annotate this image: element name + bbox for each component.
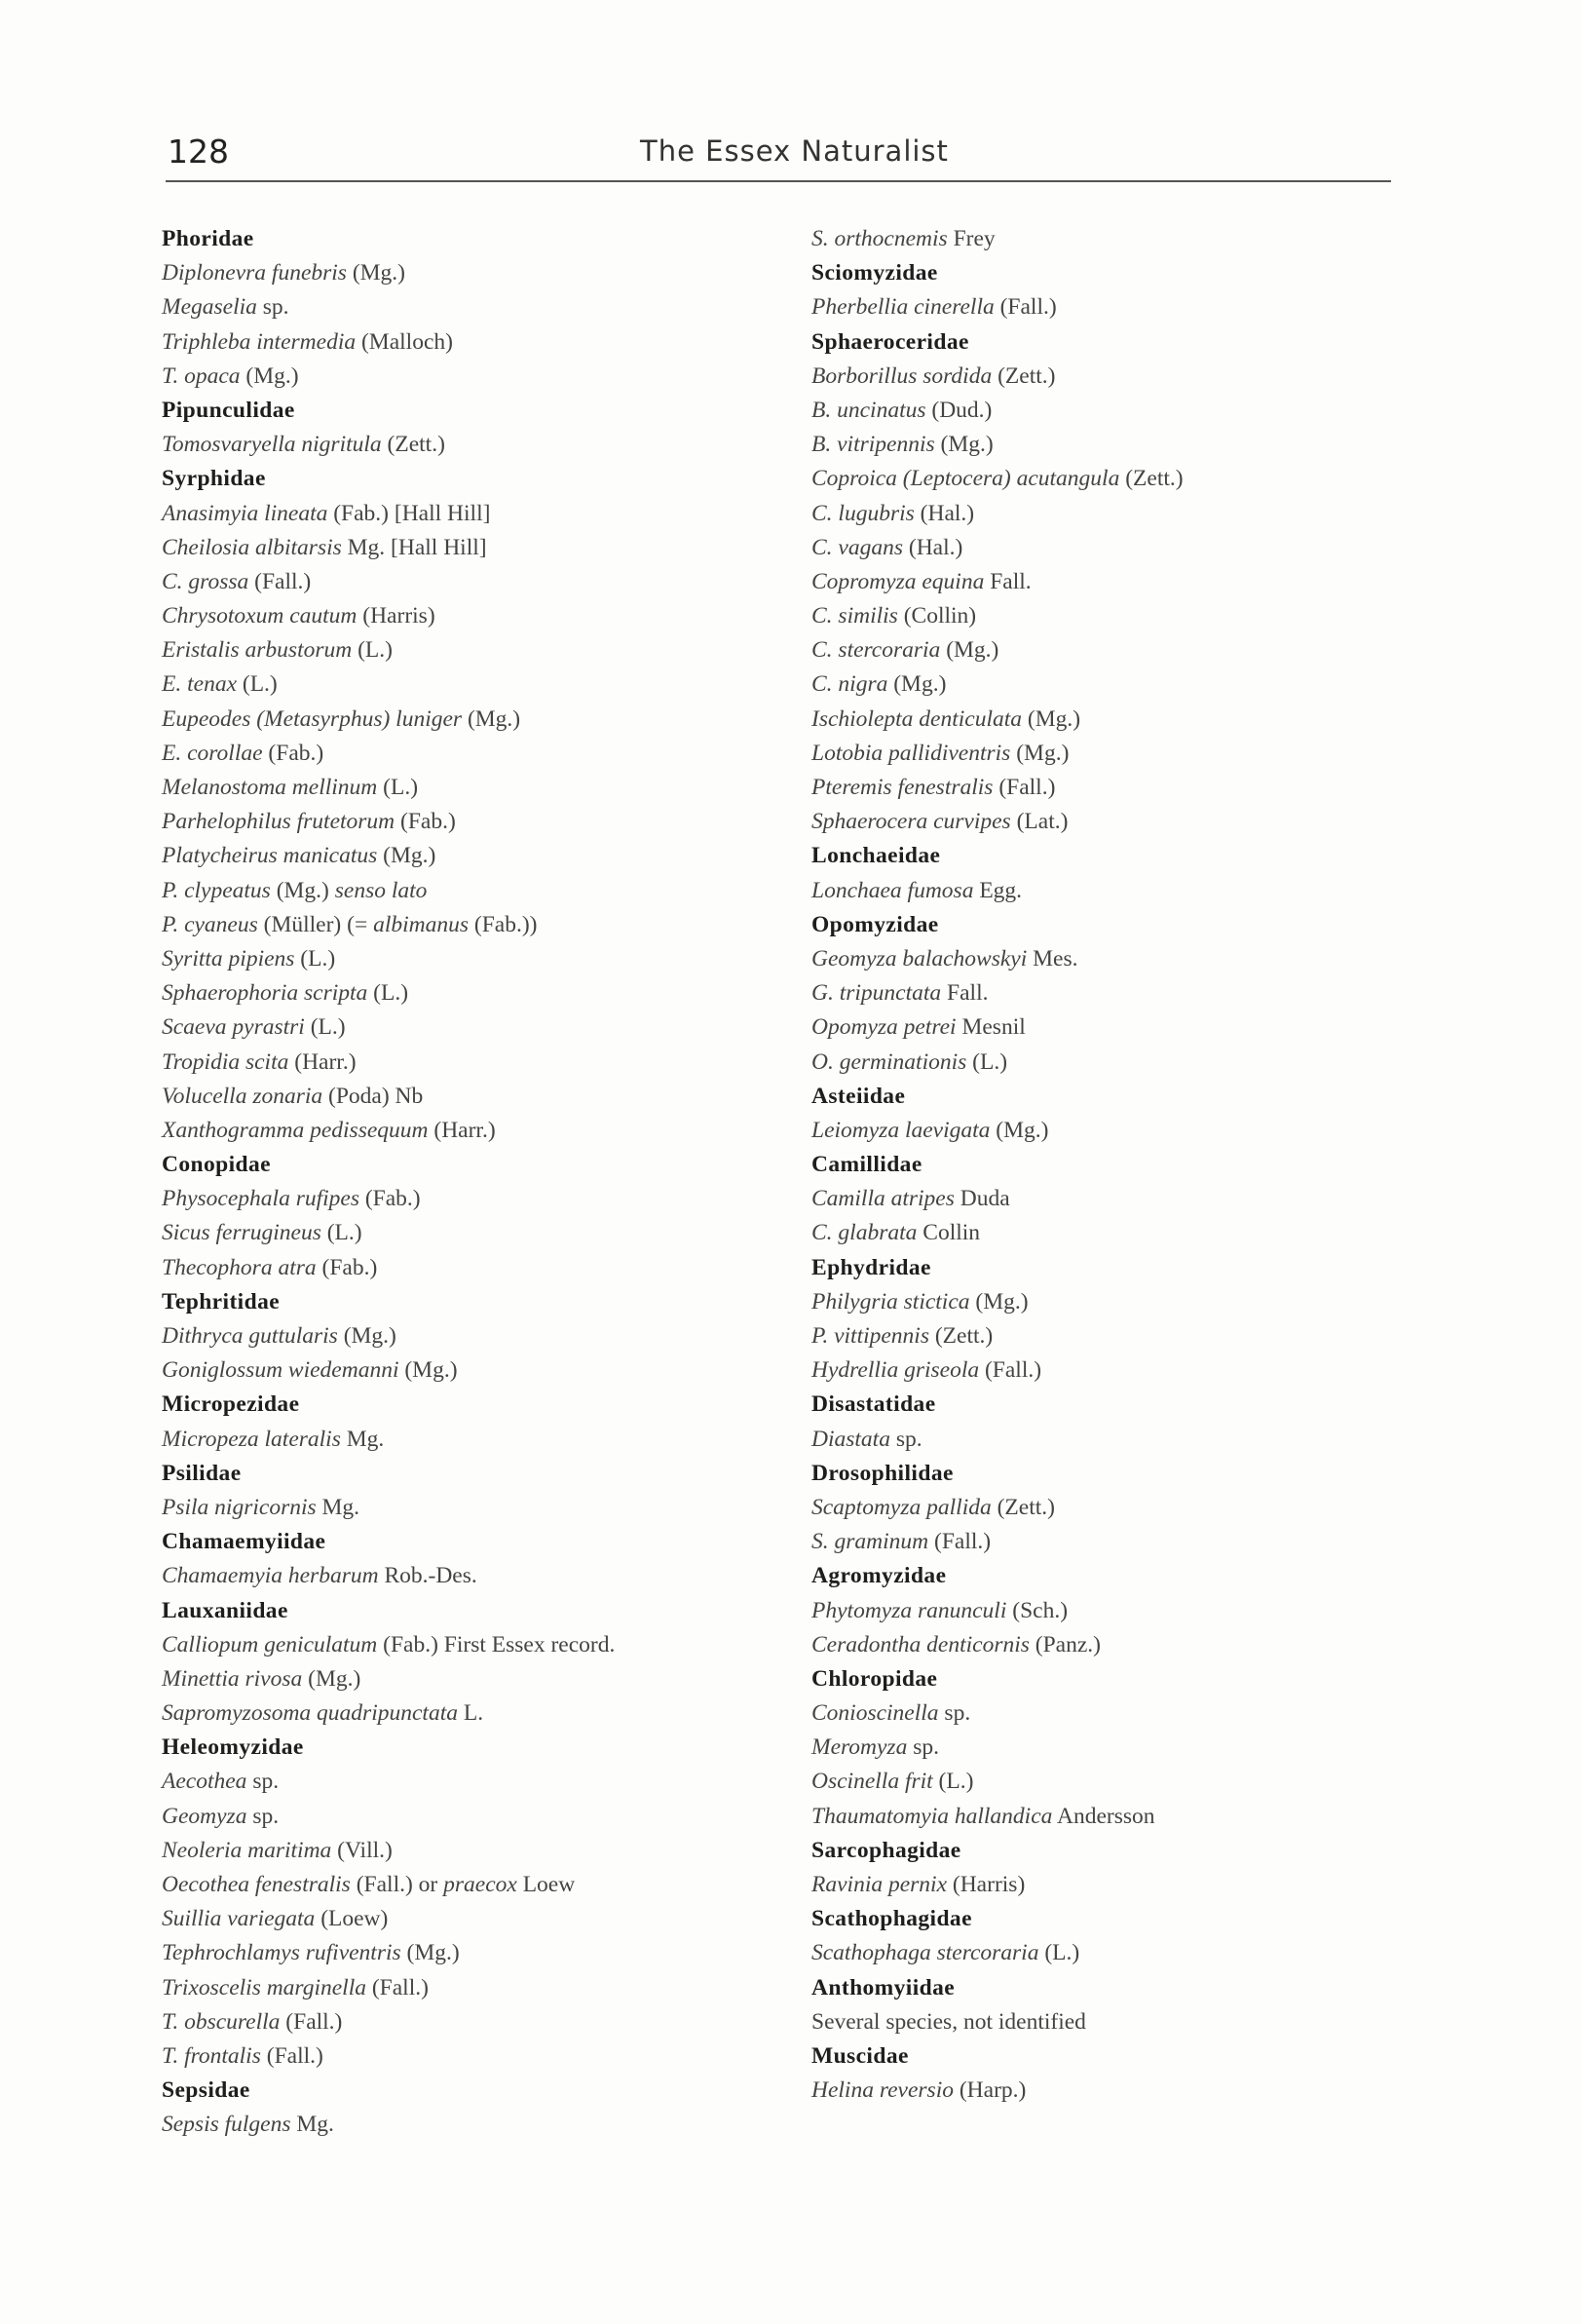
species-name: Eristalis arbustorum xyxy=(162,637,353,664)
species-name: C. lugubris xyxy=(811,500,915,526)
species-entry xyxy=(811,290,1396,324)
species-name: C. vagans xyxy=(811,534,903,560)
species-name: T. obscurella xyxy=(162,2008,281,2035)
species-name: Hydrellia griseola xyxy=(811,1357,980,1384)
species-name: Ceradontha denticornis xyxy=(811,1631,1030,1657)
species-entry xyxy=(811,771,1396,805)
species-name: Pherbellia cinerella xyxy=(811,294,995,321)
species-authority: (Poda) Nb xyxy=(322,1083,424,1109)
species-authority: (Zett.) xyxy=(381,432,445,458)
species-authority: (Zett.) xyxy=(992,362,1056,389)
family-heading: Scathophagidae xyxy=(811,1906,972,1932)
species-authority: (Fall.) xyxy=(928,1529,992,1555)
species-name: Tomosvaryella nigritula xyxy=(162,432,382,458)
species-authority: (L.) xyxy=(352,637,393,664)
species-authority: (Sch.) xyxy=(1006,1597,1069,1623)
species-authority: (Mg.) xyxy=(969,1288,1029,1314)
species-name: S. orthocnemis xyxy=(811,226,948,251)
species-entry xyxy=(162,2005,736,2039)
species-entry xyxy=(162,1868,736,1902)
species-authority: (Lat.) xyxy=(1010,809,1069,835)
species-authority: (Malloch) xyxy=(356,328,453,355)
species-entry xyxy=(811,1423,1396,1457)
species-entry xyxy=(162,805,736,839)
species-authority: Duda xyxy=(954,1186,1010,1212)
species-entry xyxy=(162,290,736,324)
species-entry xyxy=(162,1114,736,1148)
species-entry xyxy=(811,428,1396,462)
species-entry xyxy=(162,1971,736,2005)
species-name: Scathophaga stercoraria xyxy=(811,1940,1039,1966)
family-heading: Agromyzidae xyxy=(811,1563,947,1589)
species-name: Thaumatomyia hallandica xyxy=(811,1803,1053,1829)
family-heading: Ephydridae xyxy=(811,1254,931,1280)
species-authority: (L.) xyxy=(237,671,278,698)
species-name: Thecophora atra xyxy=(162,1254,317,1280)
species-authority: sp. xyxy=(889,1426,922,1452)
species-authority: (Fab.) xyxy=(358,1186,421,1212)
species-authority: (L.) xyxy=(932,1769,974,1795)
species-authority: Mg. xyxy=(316,1494,360,1520)
species-entry xyxy=(811,942,1396,976)
species-name: Phytomyza ranunculi xyxy=(811,1597,1007,1623)
species-authority: L. xyxy=(457,1700,484,1727)
species-authority: (L.) xyxy=(966,1048,1008,1075)
species-entry xyxy=(811,1319,1396,1353)
species-entry xyxy=(811,737,1396,771)
species-authority: (Hal.) xyxy=(914,500,975,526)
family-heading: Syrphidae xyxy=(162,466,266,492)
species-name: E. corollae xyxy=(162,740,263,766)
species-authority: Mes. xyxy=(1027,945,1078,972)
species-name: Leiomyza laevigata xyxy=(811,1117,991,1143)
species-name: O. germinationis xyxy=(811,1048,967,1075)
species-name-alt: praecox xyxy=(443,1872,517,1897)
species-entry xyxy=(811,1353,1396,1388)
species-name: C. stercoraria xyxy=(811,637,941,664)
species-entry xyxy=(162,633,736,667)
species-entry xyxy=(811,462,1396,496)
species-name: Geomyza xyxy=(162,1803,247,1829)
species-entry xyxy=(811,633,1396,667)
species-entry xyxy=(811,2074,1396,2108)
species-authority: (Mg.) xyxy=(887,671,947,698)
species-name: Chrysotoxum cautum xyxy=(162,603,358,629)
species-entry xyxy=(162,1182,736,1216)
species-name: C. glabrata xyxy=(811,1220,918,1246)
species-authority: (Müller) (= xyxy=(257,911,374,937)
species-name: Borborillus sordida xyxy=(811,362,993,389)
species-name: Goniglossum wiedemanni xyxy=(162,1357,399,1384)
species-authority: (Fall.) xyxy=(994,294,1057,321)
species-authority: sp. xyxy=(907,1734,939,1761)
species-name: Syritta pipiens xyxy=(162,945,295,972)
species-authority: Egg. xyxy=(973,877,1023,903)
species-name: Sphaerophoria scripta xyxy=(162,980,368,1007)
species-entry xyxy=(162,360,736,394)
species-authority: (Mg.) xyxy=(934,432,994,458)
species-entry xyxy=(811,1628,1396,1662)
species-authority: (Dud.) xyxy=(925,397,993,423)
species-entry xyxy=(162,1251,736,1285)
species-authority: (Harp.) xyxy=(953,2077,1027,2104)
species-name: Physocephala rufipes xyxy=(162,1186,359,1212)
species-authority: (L.) xyxy=(304,1014,346,1041)
species-name: Megaselia xyxy=(162,294,257,321)
species-authority: (Fall.) xyxy=(993,775,1056,800)
species-entry xyxy=(162,1010,736,1045)
species-name: Eupeodes (Metasyrphus) luniger xyxy=(162,705,463,732)
family-heading: Micropezidae xyxy=(162,1391,300,1418)
species-authority: Mesnil xyxy=(956,1014,1026,1041)
species-entry xyxy=(162,942,736,976)
species-name: Tephrochlamys rufiventris xyxy=(162,1940,401,1966)
species-authority: (Fall.) xyxy=(979,1357,1042,1384)
species-name: Lotobia pallidiventris xyxy=(811,740,1011,766)
species-entry xyxy=(811,1525,1396,1559)
species-authority: Fall. xyxy=(984,568,1032,594)
species-entry xyxy=(811,1731,1396,1765)
species-name: Ischiolepta denticulata xyxy=(811,705,1023,732)
species-name: Philygria stictica xyxy=(811,1288,970,1314)
species-authority: (Harris) xyxy=(357,603,435,629)
species-name-alt: senso lato xyxy=(334,877,428,903)
species-entry xyxy=(811,599,1396,633)
family-heading: Drosophilidae xyxy=(811,1460,954,1486)
species-authority: sp. xyxy=(938,1700,971,1727)
species-authority-alt: Loew xyxy=(516,1872,576,1897)
species-authority: (Harris) xyxy=(947,1872,1026,1897)
species-entry xyxy=(811,222,1396,256)
species-name: Pteremis fenestralis xyxy=(811,775,994,800)
species-name: Suillia variegata xyxy=(162,1906,316,1932)
species-authority: (Harr.) xyxy=(288,1048,357,1075)
species-authority: Rob.-Des. xyxy=(378,1563,477,1589)
species-name: Calliopum geniculatum xyxy=(162,1631,378,1657)
species-name: S. graminum xyxy=(811,1529,929,1555)
species-entry xyxy=(811,1696,1396,1731)
species-name: Helina reversio xyxy=(811,2077,954,2104)
species-entry xyxy=(162,256,736,290)
species-name: Oscinella frit xyxy=(811,1769,933,1795)
family-heading: Disastatidae xyxy=(811,1391,936,1418)
family-heading: Lonchaeidae xyxy=(811,843,941,869)
species-name: Parhelophilus frutetorum xyxy=(162,809,395,835)
species-name: Tropidia scita xyxy=(162,1048,289,1075)
species-name: Meromyza xyxy=(811,1734,908,1761)
page-number: 128 xyxy=(168,133,229,171)
species-authority: (Mg.) xyxy=(398,1357,458,1384)
species-name: P. clypeatus xyxy=(162,877,271,903)
species-name: B. uncinatus xyxy=(811,397,926,423)
species-name: P. cyaneus xyxy=(162,911,258,937)
species-authority: sp. xyxy=(246,1769,280,1795)
species-entry xyxy=(162,325,736,360)
species-entry xyxy=(811,1868,1396,1902)
species-entry xyxy=(162,737,736,771)
species-entry xyxy=(162,1353,736,1388)
species-name: C. nigra xyxy=(811,671,888,698)
species-name: E. tenax xyxy=(162,671,237,698)
family-heading: Chloropidae xyxy=(811,1665,938,1692)
species-authority: (Fall.) xyxy=(280,2008,343,2035)
family-heading: Anthomyiidae xyxy=(811,1974,956,2000)
species-entry xyxy=(811,531,1396,565)
species-entry xyxy=(162,1696,736,1731)
species-entry xyxy=(811,1491,1396,1525)
species-name: Platycheirus manicatus xyxy=(162,843,378,869)
species-name: Copromyza equina xyxy=(811,568,985,594)
species-entry xyxy=(811,1182,1396,1216)
species-authority: (Fall.) xyxy=(260,2042,323,2069)
species-entry xyxy=(811,1114,1396,1148)
species-entry xyxy=(162,703,736,737)
species-name: Volucella zonaria xyxy=(162,1083,323,1109)
species-authority: (Harr.) xyxy=(428,1117,496,1143)
species-entry xyxy=(811,1010,1396,1045)
species-authority: (Fall.) or xyxy=(350,1872,444,1897)
header-rule xyxy=(166,180,1391,182)
species-entry xyxy=(811,805,1396,839)
species-name: Opomyza petrei xyxy=(811,1014,957,1041)
species-entry xyxy=(162,1491,736,1525)
species-entry xyxy=(811,1765,1396,1799)
species-name: Anasimyia lineata xyxy=(162,500,328,526)
species-authority: (Mg.) xyxy=(240,362,299,389)
species-authority: (Mg.) xyxy=(377,843,436,869)
family-heading: Sepsidae xyxy=(162,2077,250,2104)
species-entry xyxy=(162,1216,736,1250)
family-heading: Sarcophagidae xyxy=(811,1837,961,1863)
species-authority: (L.) xyxy=(1038,1940,1080,1966)
family-heading: Pipunculidae xyxy=(162,397,295,423)
species-entry xyxy=(162,531,736,565)
species-name: G. tripunctata xyxy=(811,980,942,1007)
species-name: Camilla atripes xyxy=(811,1186,955,1212)
species-name: P. vittipennis xyxy=(811,1323,929,1349)
species-authority: (Fab.) First Essex record. xyxy=(377,1631,616,1657)
species-entry xyxy=(162,1834,736,1868)
species-name: Sphaerocera curvipes xyxy=(811,809,1011,835)
species-name: Scaptomyza pallida xyxy=(811,1494,992,1520)
species-entry xyxy=(162,771,736,805)
species-name: Diastata xyxy=(811,1426,890,1452)
species-entry xyxy=(162,599,736,633)
species-name: Coproica (Leptocera) acutangula xyxy=(811,466,1120,492)
species-authority: sp. xyxy=(246,1803,280,1829)
species-entry xyxy=(162,908,736,942)
species-entry xyxy=(162,1902,736,1936)
species-name: Xanthogramma pedissequum xyxy=(162,1117,429,1143)
family-heading: Conopidae xyxy=(162,1152,271,1178)
species-name: T. opaca xyxy=(162,362,241,389)
family-heading: Psilidae xyxy=(162,1460,242,1486)
species-name: Minettia rivosa xyxy=(162,1665,303,1692)
species-authority: (Mg.) xyxy=(302,1665,361,1692)
species-authority: (Mg.) xyxy=(462,705,521,732)
species-entry xyxy=(162,1423,736,1457)
species-entry xyxy=(162,2039,736,2074)
species-name: Triphleba intermedia xyxy=(162,328,357,355)
species-authority: (Vill.) xyxy=(331,1837,393,1863)
species-entry xyxy=(811,1800,1396,1834)
species-entry xyxy=(811,497,1396,531)
species-entry xyxy=(162,1936,736,1970)
species-authority: Collin xyxy=(917,1220,981,1246)
species-entry xyxy=(162,497,736,531)
family-heading: Opomyzidae xyxy=(811,911,939,937)
running-title: The Essex Naturalist xyxy=(640,134,949,168)
species-name: Conioscinella xyxy=(811,1700,939,1727)
species-authority: (Zett.) xyxy=(1119,466,1184,492)
species-authority: (Mg.) xyxy=(940,637,999,664)
species-entry xyxy=(162,976,736,1010)
species-name: C. grossa xyxy=(162,568,249,594)
species-name: Sicus ferrugineus xyxy=(162,1220,321,1246)
species-name: Geomyza balachowskyi xyxy=(811,945,1028,972)
species-entry xyxy=(811,1594,1396,1628)
species-authority: (Collin) xyxy=(897,603,977,629)
species-name: B. vitripennis xyxy=(811,432,935,458)
species-name: Melanostoma mellinum xyxy=(162,775,378,800)
family-heading: Sphaeroceridae xyxy=(811,328,969,355)
family-heading: Heleomyzidae xyxy=(162,1734,304,1761)
family-heading: Camillidae xyxy=(811,1152,922,1178)
species-entry xyxy=(811,1216,1396,1250)
species-name-alt: albimanus xyxy=(373,911,470,937)
species-entry xyxy=(811,1046,1396,1080)
species-authority: (L.) xyxy=(294,945,336,972)
species-entry xyxy=(162,839,736,873)
species-authority: (Panz.) xyxy=(1029,1631,1101,1657)
species-authority: Mg. [Hall Hill] xyxy=(341,534,487,560)
family-heading: Muscidae xyxy=(811,2042,909,2069)
species-authority: (Zett.) xyxy=(991,1494,1055,1520)
species-name: Sapromyzosoma quadripunctata xyxy=(162,1700,458,1727)
species-authority: (Mg.) xyxy=(270,877,335,903)
species-authority: Andersson xyxy=(1052,1803,1155,1829)
species-authority: (L.) xyxy=(367,980,409,1007)
note-text: Several species, not identified xyxy=(811,2008,1086,2035)
species-authority: (Fab.) [Hall Hill] xyxy=(327,500,491,526)
species-authority: (Fall.) xyxy=(365,1974,429,2000)
species-entry xyxy=(162,565,736,599)
species-name: Diplonevra funebris xyxy=(162,260,347,286)
species-entry xyxy=(811,394,1396,428)
species-authority: Fall. xyxy=(941,980,989,1007)
species-entry xyxy=(162,874,736,908)
species-entry xyxy=(162,1628,736,1662)
species-entry xyxy=(811,874,1396,908)
species-name: Chamaemyia herbarum xyxy=(162,1563,379,1589)
species-authority: (Mg.) xyxy=(337,1323,396,1349)
species-entry xyxy=(162,1662,736,1696)
species-entry xyxy=(811,1936,1396,1970)
species-authority: (L.) xyxy=(377,775,419,800)
species-entry xyxy=(162,1319,736,1353)
species-authority: (Mg.) xyxy=(1022,705,1081,732)
family-heading: Lauxaniidae xyxy=(162,1597,288,1623)
species-entry xyxy=(162,1559,736,1593)
species-entry xyxy=(811,667,1396,702)
species-authority: (Hal.) xyxy=(903,534,963,560)
species-name: Cheilosia albitarsis xyxy=(162,534,342,560)
species-authority-alt: (Fab.)) xyxy=(469,911,538,937)
species-name: Psila nigricornis xyxy=(162,1494,317,1520)
species-authority: (Fab.) xyxy=(262,740,324,766)
species-authority: (Mg.) xyxy=(346,260,405,286)
family-heading: Tephritidae xyxy=(162,1288,281,1314)
species-authority: (Mg.) xyxy=(1010,740,1070,766)
species-name: Micropeza lateralis xyxy=(162,1426,341,1452)
species-authority: Frey xyxy=(947,226,996,251)
species-name: C. similis xyxy=(811,603,898,629)
species-entry xyxy=(811,703,1396,737)
species-name: Trixoscelis marginella xyxy=(162,1974,366,2000)
family-heading: Phoridae xyxy=(162,226,254,251)
species-name: Neoleria maritima xyxy=(162,1837,332,1863)
species-entry xyxy=(811,360,1396,394)
species-entry xyxy=(162,1080,736,1114)
species-entry xyxy=(162,1800,736,1834)
species-entry xyxy=(162,1046,736,1080)
family-heading: Asteiidae xyxy=(811,1083,906,1109)
species-list-left-column xyxy=(162,222,736,2143)
species-list-right-column xyxy=(811,222,1396,2108)
species-entry xyxy=(162,2108,736,2142)
species-authority: (Loew) xyxy=(315,1906,389,1932)
species-authority: (Mg.) xyxy=(400,1940,460,1966)
species-authority: Mg. xyxy=(290,2112,334,2138)
species-authority: sp. xyxy=(256,294,289,321)
species-entry xyxy=(811,976,1396,1010)
species-name: Oecothea fenestralis xyxy=(162,1872,351,1897)
species-name: Dithryca guttularis xyxy=(162,1323,338,1349)
species-authority: (Zett.) xyxy=(928,1323,994,1349)
species-entry xyxy=(162,428,736,462)
species-authority: (L.) xyxy=(320,1220,362,1246)
species-name: Lonchaea fumosa xyxy=(811,877,974,903)
species-authority: (Fab.) xyxy=(316,1254,378,1280)
species-name: Ravinia pernix xyxy=(811,1872,948,1897)
family-heading: Chamaemyiidae xyxy=(162,1529,326,1555)
species-authority: (Fab.) xyxy=(395,809,456,835)
species-entry xyxy=(811,1285,1396,1319)
species-name: T. frontalis xyxy=(162,2042,261,2069)
species-entry xyxy=(162,1765,736,1799)
species-authority: Mg. xyxy=(340,1426,385,1452)
species-authority: (Mg.) xyxy=(990,1117,1049,1143)
species-name: Scaeva pyrastri xyxy=(162,1014,305,1041)
species-entry xyxy=(811,565,1396,599)
species-name: Aecothea xyxy=(162,1769,247,1795)
species-name: Sepsis fulgens xyxy=(162,2112,291,2138)
species-authority: (Fall.) xyxy=(248,568,312,594)
family-heading: Sciomyzidae xyxy=(811,260,938,286)
species-entry xyxy=(162,667,736,702)
